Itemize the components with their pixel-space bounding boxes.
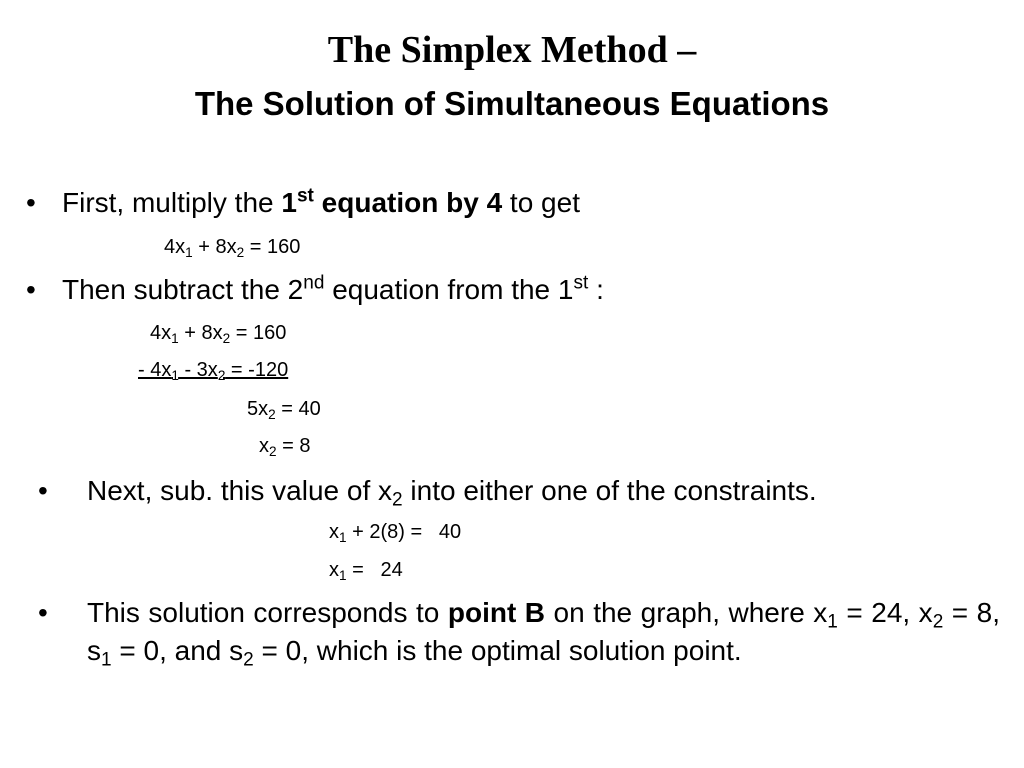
bullet-icon: • — [38, 597, 48, 628]
step4-text: This solution corresponds to point B on the graph, where $x_1 = 24$, $x_2 = 8$, $s_1 = 0$, and $s_2 = 0$, which is the optimal solution point. — [87, 597, 1000, 671]
slide-subtitle: The Solution of Simultaneous Equations — [194, 85, 830, 122]
bullet-icon: • — [26, 274, 36, 305]
bullet-icon: • — [38, 475, 48, 506]
subtraction-result: $5x_2 = 40$ — [247, 398, 321, 422]
subtraction-row-1: $4x_1 + 8x_2 = 160$ — [150, 322, 287, 346]
x2-value: $x_2 = 8$ — [259, 435, 311, 459]
slide-title: The Simplex Method – — [327, 29, 697, 71]
step1-text: First, multiply the 1st equation by 4 to get — [62, 185, 580, 218]
step3-text: Next, sub. this value of $x_2$ into either one of the constraints. — [87, 475, 817, 511]
x1-value: $x_1 = 24$ — [329, 559, 403, 583]
bullet-icon: • — [26, 187, 36, 218]
equation-1: $4x_1 + 8x_2 = 160$ — [164, 236, 301, 260]
subtraction-row-2: - $4x_1 - 3x_2 = -120$ — [138, 359, 289, 383]
substitution-row-1: $x_1 + 2(8) = 40$ — [329, 521, 462, 545]
step2-text: Then subtract the 2nd equation from the 1st : — [62, 272, 604, 305]
